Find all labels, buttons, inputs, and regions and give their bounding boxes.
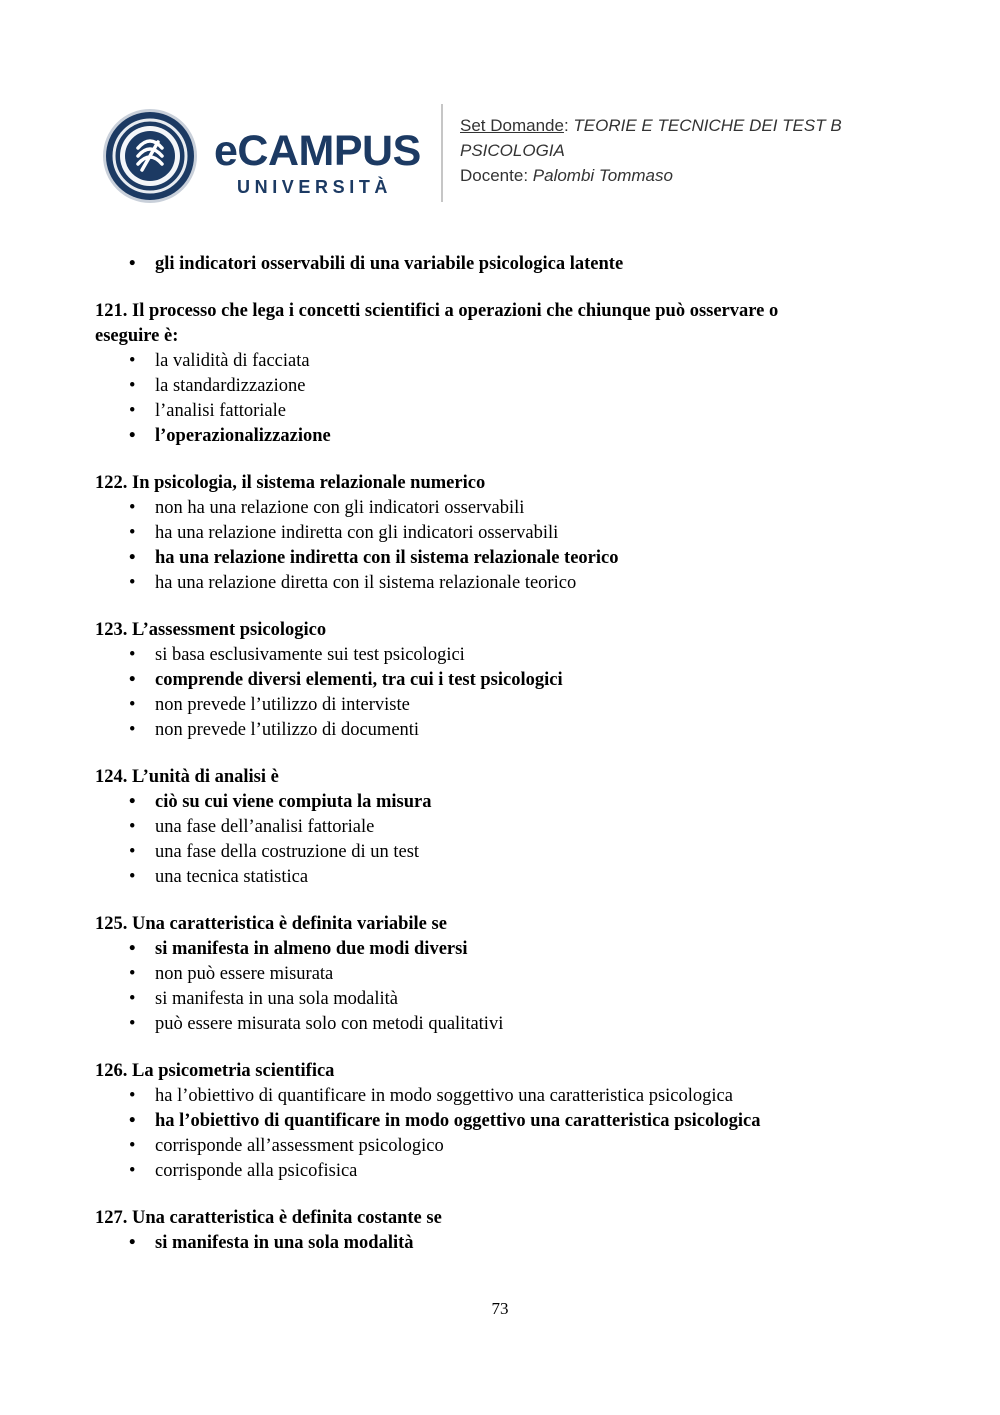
course-meta: Set Domande: TEORIE E TECNICHE DEI TEST B PSICOLOGIA Docente: Palombi Tommaso: [460, 116, 842, 185]
answer-option-correct: [95, 1109, 855, 1134]
option-text: l’operazionalizzazione: [155, 426, 331, 446]
question-title: 124. L’unità di analisi è: [95, 767, 279, 787]
answer-option: [95, 374, 855, 399]
bullet: •: [129, 426, 136, 446]
answer-option: [95, 1159, 855, 1184]
option-text: non prevede l’utilizzo di documenti: [155, 720, 420, 740]
answer-options: [95, 790, 855, 890]
answer-option: [95, 693, 855, 718]
bullet: •: [129, 645, 136, 665]
answer-option: [95, 496, 855, 521]
answer-options: [95, 1084, 855, 1184]
header-divider: [441, 104, 443, 202]
option-text: si basa esclusivamente sui test psicologici: [155, 645, 465, 665]
question-block: [95, 299, 855, 449]
option-text: corrisponde alla psicofisica: [155, 1161, 358, 1181]
answer-option: [95, 815, 855, 840]
bullet: •: [129, 842, 136, 862]
option-text: l’analisi fattoriale: [155, 401, 286, 421]
brand-subtitle: UNIVERSITÀ: [237, 177, 393, 197]
bullet: •: [129, 939, 136, 959]
option-text: ha una relazione indiretta con il sistema relazionale teorico: [155, 548, 619, 568]
answer-option: [95, 349, 855, 374]
option-text: ha una relazione indiretta con gli indicatori osservabili: [155, 523, 559, 543]
answer-option-correct: [95, 668, 855, 693]
bullet: •: [129, 720, 136, 740]
bullet: •: [129, 1014, 136, 1034]
question-title: 123. L’assessment psicologico: [95, 620, 327, 640]
carryover-option: [95, 252, 855, 277]
answer-option-correct: [95, 546, 855, 571]
option-text: ha l’obiettivo di quantificare in modo soggettivo una caratteristica psicologica: [155, 1086, 733, 1106]
option-text: la standardizzazione: [155, 376, 306, 396]
bullet: •: [129, 401, 136, 421]
question-blocks: [95, 299, 855, 1256]
option-text: si manifesta in una sola modalità: [155, 1233, 414, 1253]
bullet: •: [129, 792, 136, 812]
answer-options: [95, 937, 855, 1037]
question-title: 121. Il processo che lega i concetti scientifici a operazioni che chiunque può osservare o: [95, 301, 779, 321]
set-label: Set Domande: [460, 116, 564, 135]
question-title: 122. In psicologia, il sistema relazionale numerico: [95, 473, 486, 493]
question-title-continued: eseguire è:: [95, 326, 179, 346]
option-text: una fase della costruzione di un test: [155, 842, 420, 862]
answer-option: [95, 1084, 855, 1109]
answer-option: [95, 571, 855, 596]
answer-option: [95, 840, 855, 865]
answer-option-correct: [95, 790, 855, 815]
bullet: •: [129, 1111, 136, 1131]
answer-option: [95, 521, 855, 546]
answer-options: [95, 643, 855, 743]
question-block: [95, 912, 855, 1037]
set-value-continued: PSICOLOGIA: [460, 141, 565, 160]
option-text: può essere misurata solo con metodi qualitativi: [155, 1014, 504, 1034]
docente-label: Docente:: [460, 166, 529, 185]
docente-value: Palombi Tommaso: [532, 166, 673, 185]
answer-option: [95, 1134, 855, 1159]
bullet: •: [129, 1233, 136, 1253]
answer-options: [95, 1231, 855, 1256]
answer-option: [95, 865, 855, 890]
bullet: •: [129, 964, 136, 984]
answer-options: [95, 349, 855, 449]
option-text: ha l’obiettivo di quantificare in modo oggettivo una caratteristica psicologica: [155, 1111, 761, 1131]
answer-options: [95, 496, 855, 596]
bullet: •: [129, 1161, 136, 1181]
answer-option: [95, 987, 855, 1012]
question-block: [95, 1059, 855, 1184]
answer-option: [95, 962, 855, 987]
bullet: •: [129, 573, 136, 593]
questions-list: [95, 252, 855, 1256]
question-title: 126. La psicometria scientifica: [95, 1061, 335, 1081]
option-text: non può essere misurata: [155, 964, 334, 984]
question-block: [95, 471, 855, 596]
option-text: ciò su cui viene compiuta la misura: [155, 792, 432, 812]
bullet: •: [129, 989, 136, 1009]
option-text: comprende diversi elementi, tra cui i test psicologici: [155, 670, 563, 690]
answer-option: [95, 1012, 855, 1037]
option-text: gli indicatori osservabili di una variabile psicologica latente: [155, 254, 624, 274]
bullet: •: [129, 376, 136, 396]
bullet: •: [129, 523, 136, 543]
brand-name: eCAMPUS: [214, 127, 421, 175]
option-text: corrisponde all’assessment psicologico: [155, 1136, 444, 1156]
answer-option: [95, 643, 855, 668]
question-block: [95, 618, 855, 743]
answer-option-correct: [95, 424, 855, 449]
page-header: [102, 104, 902, 204]
question-block: [95, 765, 855, 890]
answer-option-correct: [95, 937, 855, 962]
option-text: non prevede l’utilizzo di interviste: [155, 695, 410, 715]
carryover-options: [95, 252, 855, 277]
option-text: si manifesta in almeno due modi diversi: [155, 939, 468, 959]
set-value: TEORIE E TECNICHE DEI TEST B: [573, 116, 842, 135]
option-text: non ha una relazione con gli indicatori osservabili: [155, 498, 525, 518]
bullet: •: [129, 1136, 136, 1156]
ecampus-seal-logo-icon: [102, 108, 198, 204]
option-text: una tecnica statistica: [155, 867, 309, 887]
answer-option: [95, 718, 855, 743]
bullet: •: [129, 817, 136, 837]
option-text: una fase dell’analisi fattoriale: [155, 817, 375, 837]
bullet: •: [129, 548, 136, 568]
page-number: 73: [491, 1299, 509, 1318]
question-block: [95, 1206, 855, 1256]
option-text: ha una relazione diretta con il sistema relazionale teorico: [155, 573, 577, 593]
answer-option: [95, 399, 855, 424]
bullet: •: [129, 695, 136, 715]
option-text: la validità di facciata: [155, 351, 310, 371]
bullet: •: [129, 351, 136, 371]
question-title: 125. Una caratteristica è definita variabile se: [95, 914, 447, 934]
question-title: 127. Una caratteristica è definita costante se: [95, 1208, 442, 1228]
option-text: si manifesta in una sola modalità: [155, 989, 399, 1009]
bullet: •: [129, 670, 136, 690]
answer-option-correct: [95, 1231, 855, 1256]
bullet: •: [129, 867, 136, 887]
bullet: •: [129, 498, 136, 518]
brand-logo: [214, 128, 429, 198]
bullet: •: [129, 254, 136, 274]
bullet: •: [129, 1086, 136, 1106]
